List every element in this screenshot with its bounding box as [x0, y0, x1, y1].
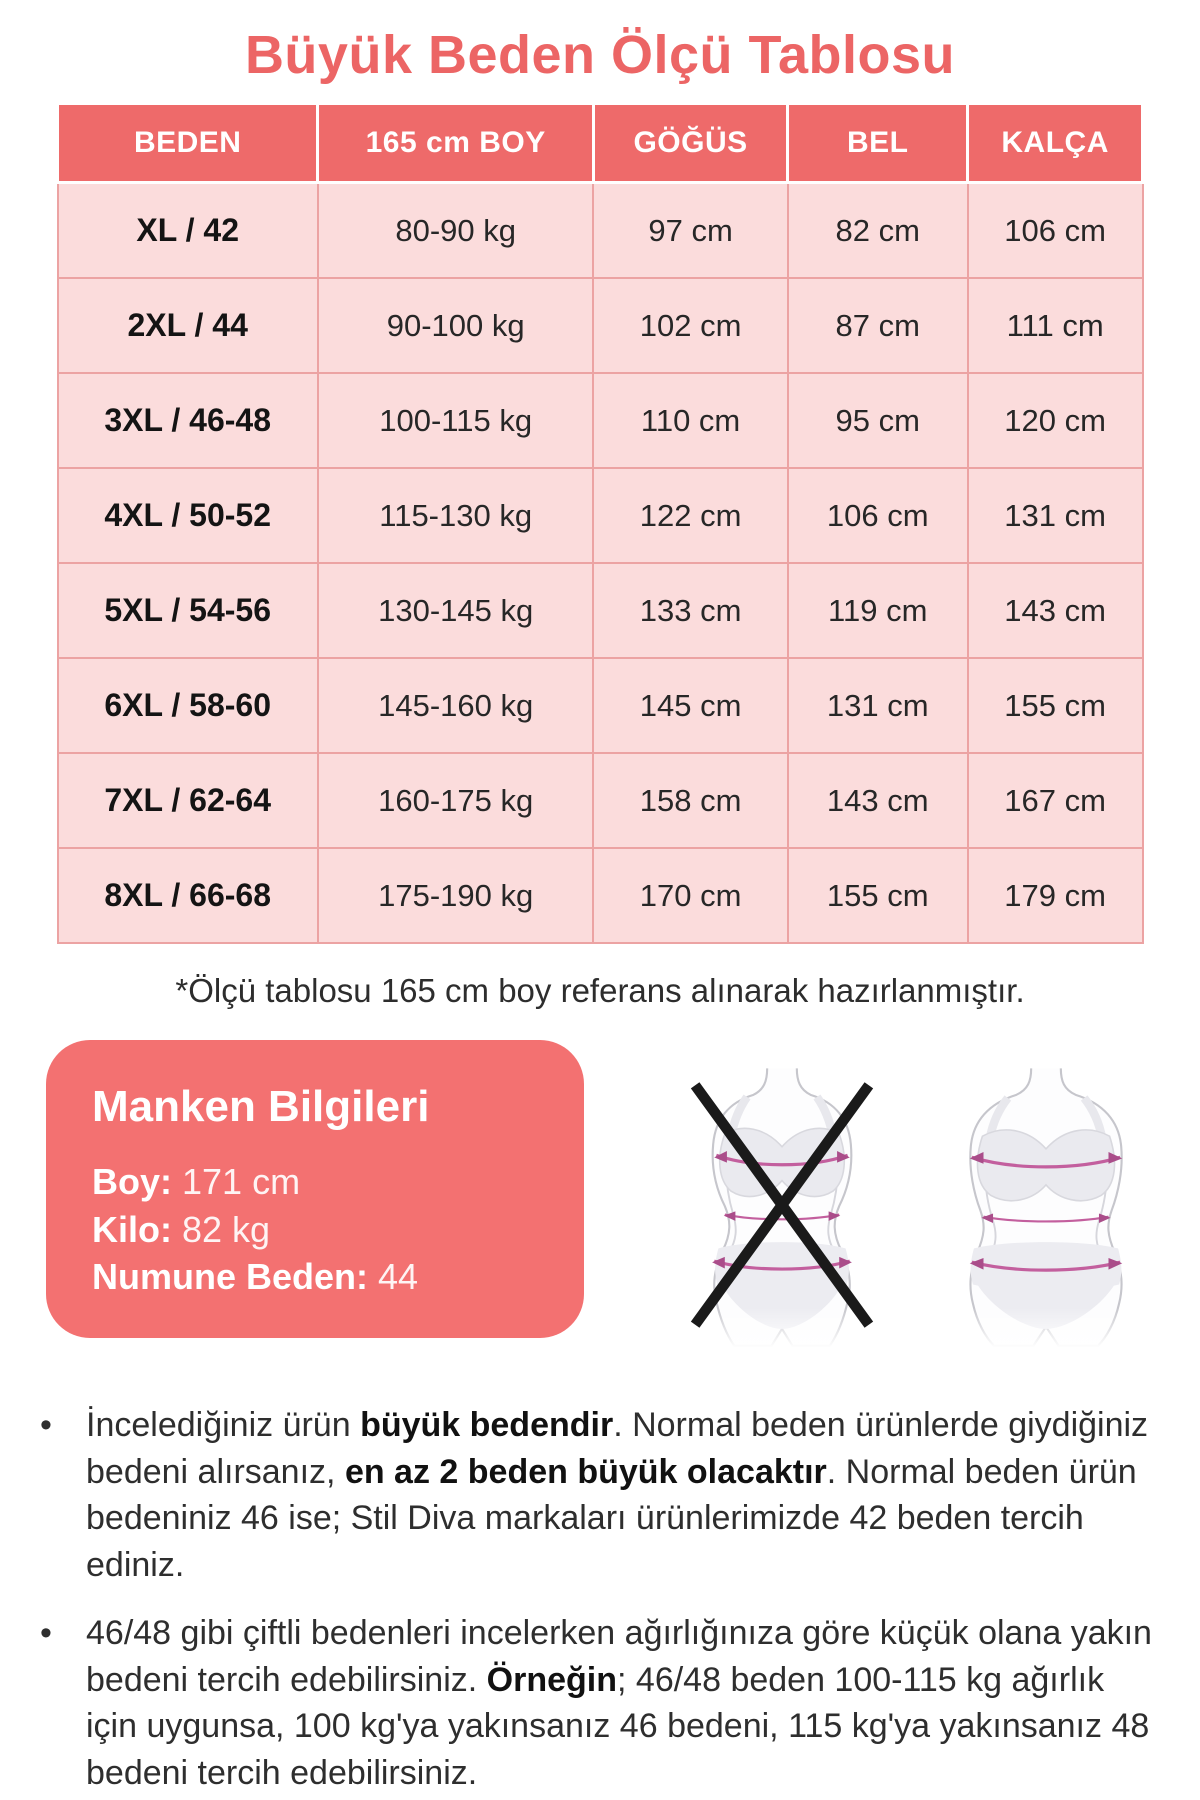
size-cell: 7XL / 62-64 [58, 753, 318, 848]
note-text-bold: Örneğin [486, 1660, 618, 1699]
size-cell: 3XL / 46-48 [58, 373, 318, 468]
value-cell: 106 cm [788, 468, 968, 563]
model-info-value: 44 [378, 1256, 419, 1298]
value-cell: 145 cm [593, 658, 787, 753]
value-cell: 175-190 kg [318, 848, 594, 943]
model-info-fields [92, 1158, 556, 1301]
note-text-regular: . Normal beden ürün bedeniniz 46 ise; Stil Diva markaları ürünlerimizde 42 beden tercih ediniz. [86, 1452, 1137, 1584]
size-table-body [58, 183, 1143, 944]
column-header: GÖĞÜS [593, 104, 787, 183]
value-cell: 133 cm [593, 563, 787, 658]
column-header: BEL [788, 104, 968, 183]
note-text-regular: ; 46/48 beden 100-115 kg ağırlık için uygunsa, 100 kg'ya yakınsanız 46 bedeni, 115 kg'ya yakınsanız 48 bedeni tercih edebilirsiniz. [86, 1660, 1150, 1793]
size-cell: XL / 42 [58, 183, 318, 279]
size-cell: 2XL / 44 [58, 278, 318, 373]
note-text-regular: . Normal beden ürünlerde giydiğiniz bedeni alırsanız, [86, 1406, 1149, 1491]
note-item [40, 1610, 1158, 1796]
table-row [58, 373, 1143, 468]
page-title: Büyük Beden Ölçü Tablosu [244, 25, 956, 85]
value-cell: 110 cm [593, 373, 787, 468]
value-cell: 115-130 kg [318, 468, 594, 563]
size-cell: 5XL / 54-56 [58, 563, 318, 658]
model-info-line [92, 1158, 556, 1206]
value-cell: 179 cm [968, 848, 1143, 943]
value-cell: 170 cm [593, 848, 787, 943]
size-cell: 4XL / 50-52 [58, 468, 318, 563]
value-cell: 143 cm [788, 753, 968, 848]
note-text-bold: en az 2 beden büyük olacaktır [344, 1452, 827, 1491]
note-text [86, 1402, 1158, 1588]
size-table-header-row [58, 104, 1143, 183]
table-row [58, 753, 1143, 848]
plus-size-figure-icon [940, 1062, 1152, 1348]
model-info-label: Numune Beden: [92, 1256, 369, 1298]
size-cell: 6XL / 58-60 [58, 658, 318, 753]
measurement-figures [584, 1040, 1160, 1348]
size-table [56, 102, 1144, 944]
model-info-value: 171 cm [182, 1161, 301, 1202]
table-row [58, 658, 1143, 753]
value-cell: 122 cm [593, 468, 787, 563]
table-row [58, 563, 1143, 658]
value-cell: 120 cm [968, 373, 1143, 468]
table-row [58, 278, 1143, 373]
crossed-out-slim-figure-icon [676, 1062, 888, 1348]
value-cell: 82 cm [788, 183, 968, 279]
bullet-icon: • [40, 1406, 52, 1444]
model-info-label: Boy: [92, 1161, 172, 1202]
model-info-label: Kilo: [92, 1208, 172, 1250]
value-cell: 87 cm [788, 278, 968, 373]
column-header: 165 cm BOY [318, 104, 594, 183]
model-info-value: 82 kg [181, 1208, 271, 1250]
note-text-regular: İncelediğiniz ürün [86, 1406, 361, 1444]
value-cell: 160-175 kg [318, 753, 594, 848]
value-cell: 143 cm [968, 563, 1143, 658]
table-row [58, 468, 1143, 563]
value-cell: 119 cm [788, 563, 968, 658]
model-info-line [92, 1253, 556, 1301]
model-info-card [46, 1040, 584, 1338]
value-cell: 111 cm [968, 278, 1143, 373]
value-cell: 102 cm [593, 278, 787, 373]
value-cell: 130-145 kg [318, 563, 594, 658]
value-cell: 167 cm [968, 753, 1143, 848]
value-cell: 145-160 kg [318, 658, 594, 753]
note-text-bold: büyük bedendir [360, 1406, 614, 1444]
value-cell: 106 cm [968, 183, 1143, 279]
model-info-line [92, 1206, 556, 1254]
note-item [40, 1402, 1158, 1588]
value-cell: 80-90 kg [318, 183, 594, 279]
bullet-icon: • [40, 1614, 52, 1653]
size-cell: 8XL / 66-68 [58, 848, 318, 943]
value-cell: 155 cm [968, 658, 1143, 753]
table-footnote: *Ölçü tablosu 165 cm boy referans alınarak hazırlanmıştır. [175, 972, 1025, 1009]
column-header: KALÇA [968, 104, 1143, 183]
model-info-title: Manken Bilgileri [92, 1082, 430, 1131]
value-cell: 95 cm [788, 373, 968, 468]
notes-list [40, 1402, 1158, 1797]
table-row [58, 183, 1143, 279]
value-cell: 131 cm [968, 468, 1143, 563]
value-cell: 155 cm [788, 848, 968, 943]
value-cell: 158 cm [593, 753, 787, 848]
model-info-section [46, 1040, 1160, 1348]
column-header: BEDEN [58, 104, 318, 183]
note-text-regular: 46/48 gibi çiftli bedenleri incelerken ağırlığınıza göre küçük olana yakın bedeni tercih edebilirsiniz. [86, 1614, 1152, 1699]
value-cell: 97 cm [593, 183, 787, 279]
value-cell: 90-100 kg [318, 278, 594, 373]
note-text [86, 1610, 1158, 1796]
value-cell: 100-115 kg [318, 373, 594, 468]
table-row [58, 848, 1143, 943]
value-cell: 131 cm [788, 658, 968, 753]
